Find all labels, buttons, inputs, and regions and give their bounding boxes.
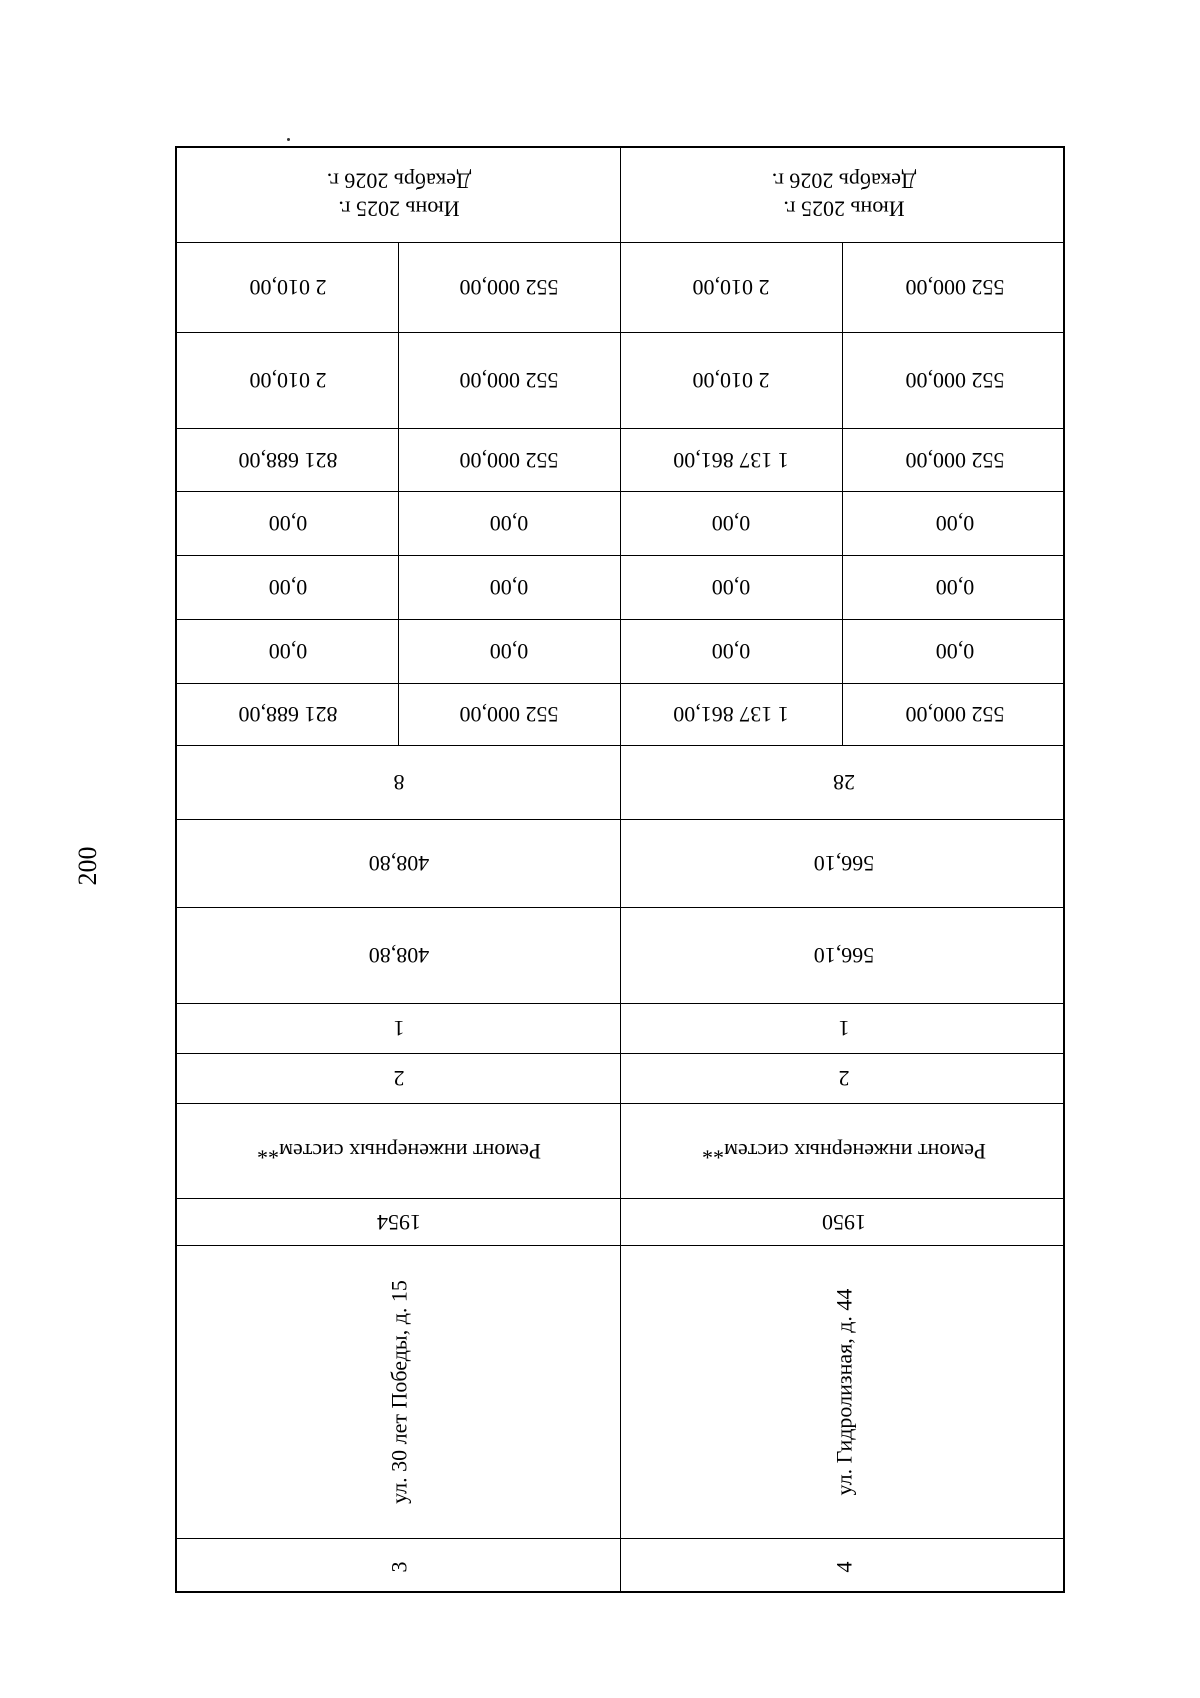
cell-value: 3 <box>385 1561 411 1572</box>
cost-cell <box>177 242 398 332</box>
cost-cell <box>620 683 842 745</box>
year-cell <box>177 1198 620 1245</box>
cell-value: 0,00 <box>268 638 307 664</box>
cell-value: 552 000,00 <box>905 447 1004 473</box>
term-start: Июнь 2025 г. <box>337 196 460 222</box>
cell-value: 1 <box>838 1015 849 1041</box>
term-cell <box>620 148 1067 242</box>
cost-cell <box>398 428 620 491</box>
cost-cell <box>398 242 620 332</box>
cost-cell <box>620 555 842 619</box>
cell-value: 408,80 <box>368 850 429 876</box>
count-cell <box>177 1053 620 1103</box>
cost-cell <box>620 428 842 491</box>
cell-value: 2 010,00 <box>692 274 770 300</box>
cost-cell <box>177 619 398 683</box>
work-type-cell <box>620 1103 1067 1198</box>
cost-cell <box>398 683 620 745</box>
cost-cell <box>842 555 1067 619</box>
cost-cell <box>620 242 842 332</box>
cost-cell <box>398 491 620 555</box>
cost-cell <box>842 683 1067 745</box>
cell-value: 28 <box>832 769 855 795</box>
cost-cell <box>177 555 398 619</box>
cell-value: 1954 <box>376 1209 421 1235</box>
cell-value: 566,10 <box>813 942 874 968</box>
cost-cell <box>842 491 1067 555</box>
cost-cell <box>842 332 1067 428</box>
index-cell <box>177 1538 620 1595</box>
residents-cell <box>177 745 620 819</box>
cell-value: Ремонт инженерных систем** <box>256 1138 541 1164</box>
term-start: Июнь 2025 г. <box>782 196 905 222</box>
cost-cell <box>620 491 842 555</box>
count-cell <box>620 1053 1067 1103</box>
cell-value: ул. Гидролизная, д. 44 <box>830 1288 856 1495</box>
cost-cell <box>398 332 620 428</box>
cell-value: 821 688,00 <box>238 447 337 473</box>
cost-cell <box>177 491 398 555</box>
cell-value: Ремонт инженерных систем** <box>701 1138 986 1164</box>
count-cell <box>177 1003 620 1053</box>
cell-value: 552 000,00 <box>905 274 1004 300</box>
cell-value: 0,00 <box>711 638 751 664</box>
cost-cell <box>620 619 842 683</box>
cell-value: 408,80 <box>368 942 429 968</box>
address-cell <box>620 1245 1067 1538</box>
cell-value: 821 688,00 <box>238 701 337 727</box>
cell-value: 0,00 <box>489 510 529 536</box>
cell-value: 552 000,00 <box>459 367 559 393</box>
cell-value: 0,00 <box>268 574 307 600</box>
cell-value: 0,00 <box>935 638 974 664</box>
cell-value: 2 010,00 <box>692 367 770 393</box>
cell-value: 0,00 <box>489 574 529 600</box>
cell-value: 0,00 <box>935 510 974 536</box>
residents-cell <box>620 745 1067 819</box>
cell-value: 2 010,00 <box>249 274 326 300</box>
area-cell <box>620 819 1067 907</box>
term-end: Декабрь 2026 г. <box>326 169 471 194</box>
cell-value: 566,10 <box>813 850 874 876</box>
cell-value: 2 010,00 <box>249 367 326 393</box>
year-cell <box>620 1198 1067 1245</box>
cost-cell <box>842 242 1067 332</box>
cell-value: 552 000,00 <box>459 447 559 473</box>
scan-dot <box>287 138 290 141</box>
cost-cell <box>177 332 398 428</box>
cell-value: 552 000,00 <box>905 367 1004 393</box>
cell-value: 0,00 <box>268 510 307 536</box>
cell-value: 552 000,00 <box>905 701 1004 727</box>
count-cell <box>620 1003 1067 1053</box>
cell-value: ул. 30 лет Победы, д. 15 <box>385 1279 411 1504</box>
cost-cell <box>177 428 398 491</box>
index-cell <box>620 1538 1067 1595</box>
cell-value: 4 <box>830 1561 856 1572</box>
cell-value: 552 000,00 <box>459 701 559 727</box>
cell-value: 1 137 861,00 <box>673 701 789 727</box>
cost-cell <box>398 619 620 683</box>
cost-cell <box>842 428 1067 491</box>
cost-cell <box>177 683 398 745</box>
cell-value: 0,00 <box>711 574 751 600</box>
cost-cell <box>842 619 1067 683</box>
cell-value: 0,00 <box>935 574 974 600</box>
cell-value: 1950 <box>821 1209 866 1235</box>
cell-value: 2 <box>393 1065 404 1091</box>
area-cell <box>620 907 1067 1003</box>
cell-value: 552 000,00 <box>459 274 559 300</box>
cost-cell <box>620 332 842 428</box>
cell-value: 2 <box>838 1065 849 1091</box>
cell-value: 0,00 <box>711 510 751 536</box>
area-cell <box>177 819 620 907</box>
cell-value: 8 <box>393 769 404 795</box>
cell-value: 1 <box>393 1015 404 1041</box>
term-end: Декабрь 2026 г. <box>771 169 916 194</box>
address-cell <box>177 1245 620 1538</box>
area-cell <box>177 907 620 1003</box>
work-type-cell <box>177 1103 620 1198</box>
repair-table <box>175 146 1065 1593</box>
page-number-text: 200 <box>73 846 102 886</box>
term-cell <box>177 148 620 242</box>
cell-value: 0,00 <box>489 638 529 664</box>
cost-cell <box>398 555 620 619</box>
cell-value: 1 137 861,00 <box>673 447 789 473</box>
